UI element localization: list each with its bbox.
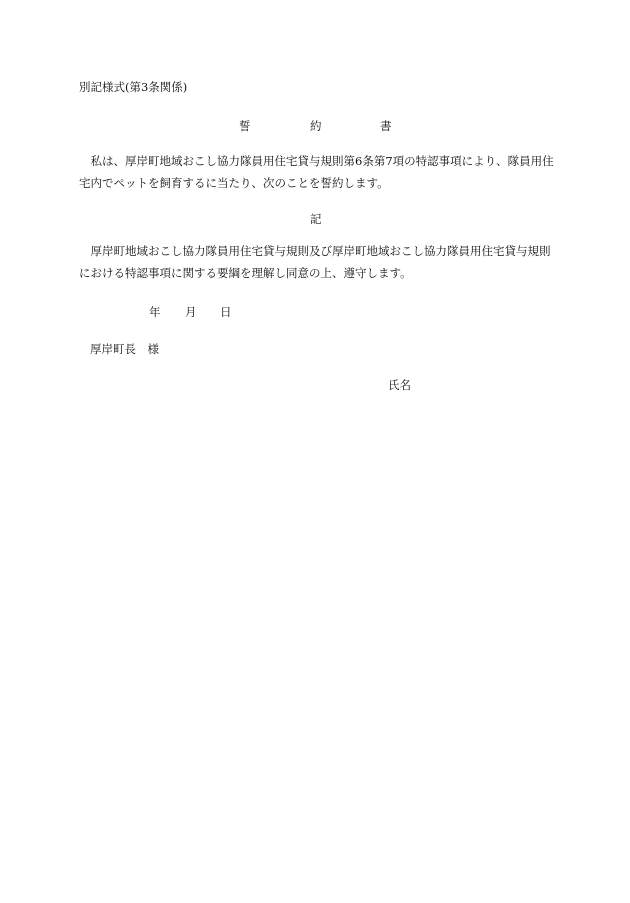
form-label: 別記様式(第3条関係) <box>79 80 188 94</box>
date-month-label: 月 <box>185 305 197 319</box>
title-char-1: 誓 <box>239 119 251 133</box>
date-year-label: 年 <box>149 305 161 319</box>
date-day-label: 日 <box>220 305 232 319</box>
name-label: 氏名 <box>388 378 411 392</box>
addressee: 厚岸町長 様 <box>90 342 159 356</box>
title-char-2: 約 <box>310 119 322 133</box>
title-char-3: 書 <box>380 119 392 133</box>
body-paragraph: 私は、厚岸町地域おこし協力隊員用住宅貸与規則第6条第7項の特認事項により、隊員用住宅内でペットを飼育するに当たり、次のことを誓約します。 <box>79 154 554 190</box>
ki-label: 記 <box>310 212 322 226</box>
pledge-paragraph: 厚岸町地域おこし協力隊員用住宅貸与規則及び厚岸町地域おこし協力隊員用住宅貸与規則における特認事項に関する要綱を理解し同意の上、遵守します。 <box>79 244 551 280</box>
